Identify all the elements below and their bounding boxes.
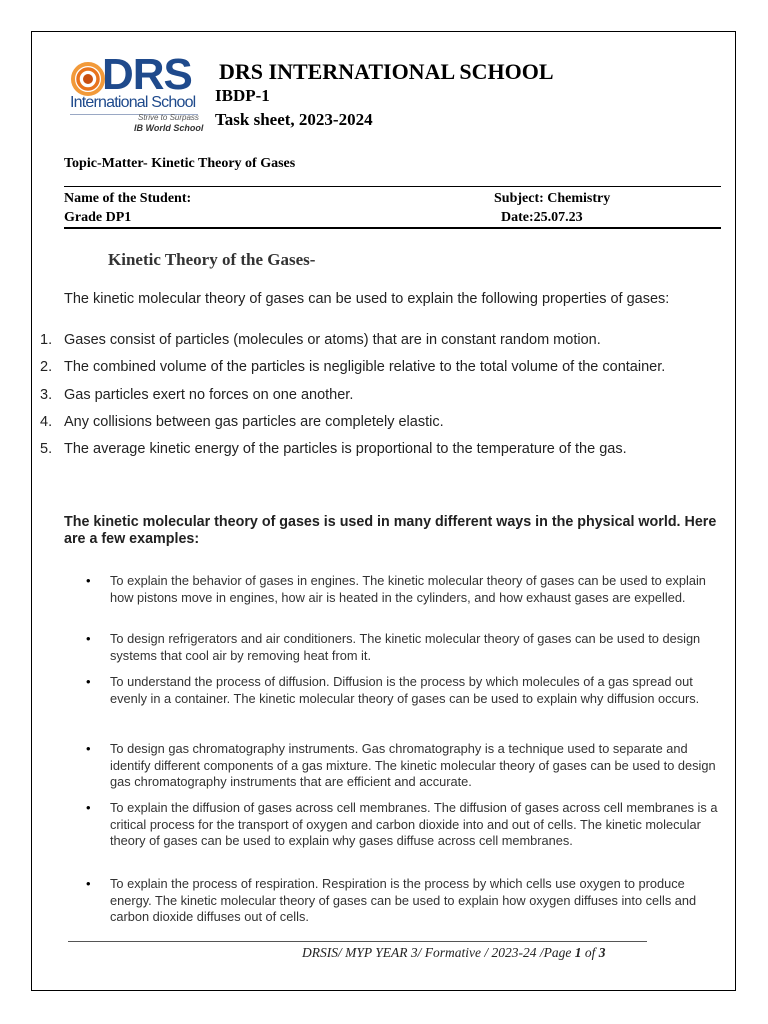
- list-text: Any collisions between gas particles are completely elastic.: [64, 413, 444, 430]
- task-sheet-label: Task sheet, 2023-2024: [215, 110, 373, 129]
- section-title: Kinetic Theory of the Gases-: [108, 250, 316, 269]
- topic-line: Topic-Matter- Kinetic Theory of Gases: [64, 156, 296, 171]
- logo-tagline: Strive to Surpass: [138, 113, 199, 122]
- grade-label: Grade DP1: [64, 210, 132, 225]
- list-number: 4.: [40, 413, 53, 430]
- list-text: The average kinetic energy of the particles is proportional to the temperature of the gas.: [64, 441, 627, 458]
- logo-brand: DRS: [102, 50, 192, 99]
- logo-ib-label: IB World School: [134, 123, 204, 133]
- date-label: Date:25.07.23: [501, 210, 583, 225]
- footer-of: of: [581, 945, 599, 960]
- examples-heading: The kinetic molecular theory of gases is used in many different ways in the physical world. Here are a few examples:: [64, 514, 717, 547]
- student-name-label: Name of the Student:: [64, 191, 192, 206]
- program-label: IBDP-1: [215, 86, 270, 105]
- footer-page-total: 3: [598, 945, 606, 960]
- list-text: Gas particles exert no forces on one another.: [64, 386, 354, 403]
- list-item: [40, 359, 665, 386]
- header-divider-bottom: [64, 227, 721, 229]
- example-bullet-item: • To understand the process of diffusion. Diffusion is the process by which molecules of a gas spread out evenly in a container. The kinetic molecular theory of gases can be used to explain why diffusion occurs.: [110, 674, 724, 707]
- school-logo: [70, 50, 210, 136]
- list-item: [40, 414, 665, 441]
- example-bullet-item: • To design gas chromatography instruments. Gas chromatography is a technique used to separate and identify different components of a gas mixture. The kinetic molecular theory of gases can be used to design gas chromatography instruments that are efficient and accurate.: [110, 741, 724, 791]
- example-bullet-item: • To explain the process of respiration. Respiration is the process by which cells use oxygen to produce energy. The kinetic molecular theory of gases can be used to explain how oxygen diffuses into cells and carbon dioxide diffuses out of cells.: [110, 876, 724, 926]
- school-name: DRS INTERNATIONAL SCHOOL: [219, 59, 554, 84]
- header-divider-top: [64, 186, 721, 187]
- list-item: [40, 441, 665, 468]
- example-bullet-item: • To explain the behavior of gases in engines. The kinetic molecular theory of gases can be used to explain how pistons move in engines, how air is heated in the cylinders, and how exhaust gases are expelled.: [110, 573, 724, 606]
- logo-subtitle: International School: [70, 94, 196, 111]
- intro-paragraph: The kinetic molecular theory of gases can be used to explain the following properties of gases:: [64, 291, 670, 307]
- list-number: 1.: [40, 332, 53, 348]
- example-bullet-item: • To design refrigerators and air conditioners. The kinetic molecular theory of gases can be used to design systems that cool air by removing heat from it.: [110, 631, 724, 664]
- footer-page-number: 1: [574, 945, 582, 960]
- logo-swirl-icon: [70, 61, 106, 97]
- footer-prefix: DRSIS/ MYP YEAR 3/ Formative / 2023-24 /Page: [302, 945, 575, 960]
- list-item: [40, 387, 665, 414]
- footer-divider: [68, 941, 647, 942]
- page-footer: [302, 945, 605, 961]
- subject-label: Subject: Chemistry: [494, 191, 611, 206]
- list-text: The combined volume of the particles is negligible relative to the total volume of the container.: [64, 359, 666, 376]
- list-number: 5.: [40, 441, 53, 458]
- list-text: Gases consist of particles (molecules or atoms) that are in constant random motion.: [64, 332, 601, 348]
- list-item: [40, 332, 665, 359]
- list-number: 3.: [40, 386, 53, 403]
- properties-list: [40, 332, 665, 468]
- example-bullet-item: • To explain the diffusion of gases across cell membranes. The diffusion of gases across cell membranes is a critical process for the transport of oxygen and carbon dioxide into and out of cells. The kinetic molecular theory of gases can be used to explain why gases diffuse across cell membranes.: [110, 800, 724, 850]
- list-number: 2.: [40, 359, 53, 376]
